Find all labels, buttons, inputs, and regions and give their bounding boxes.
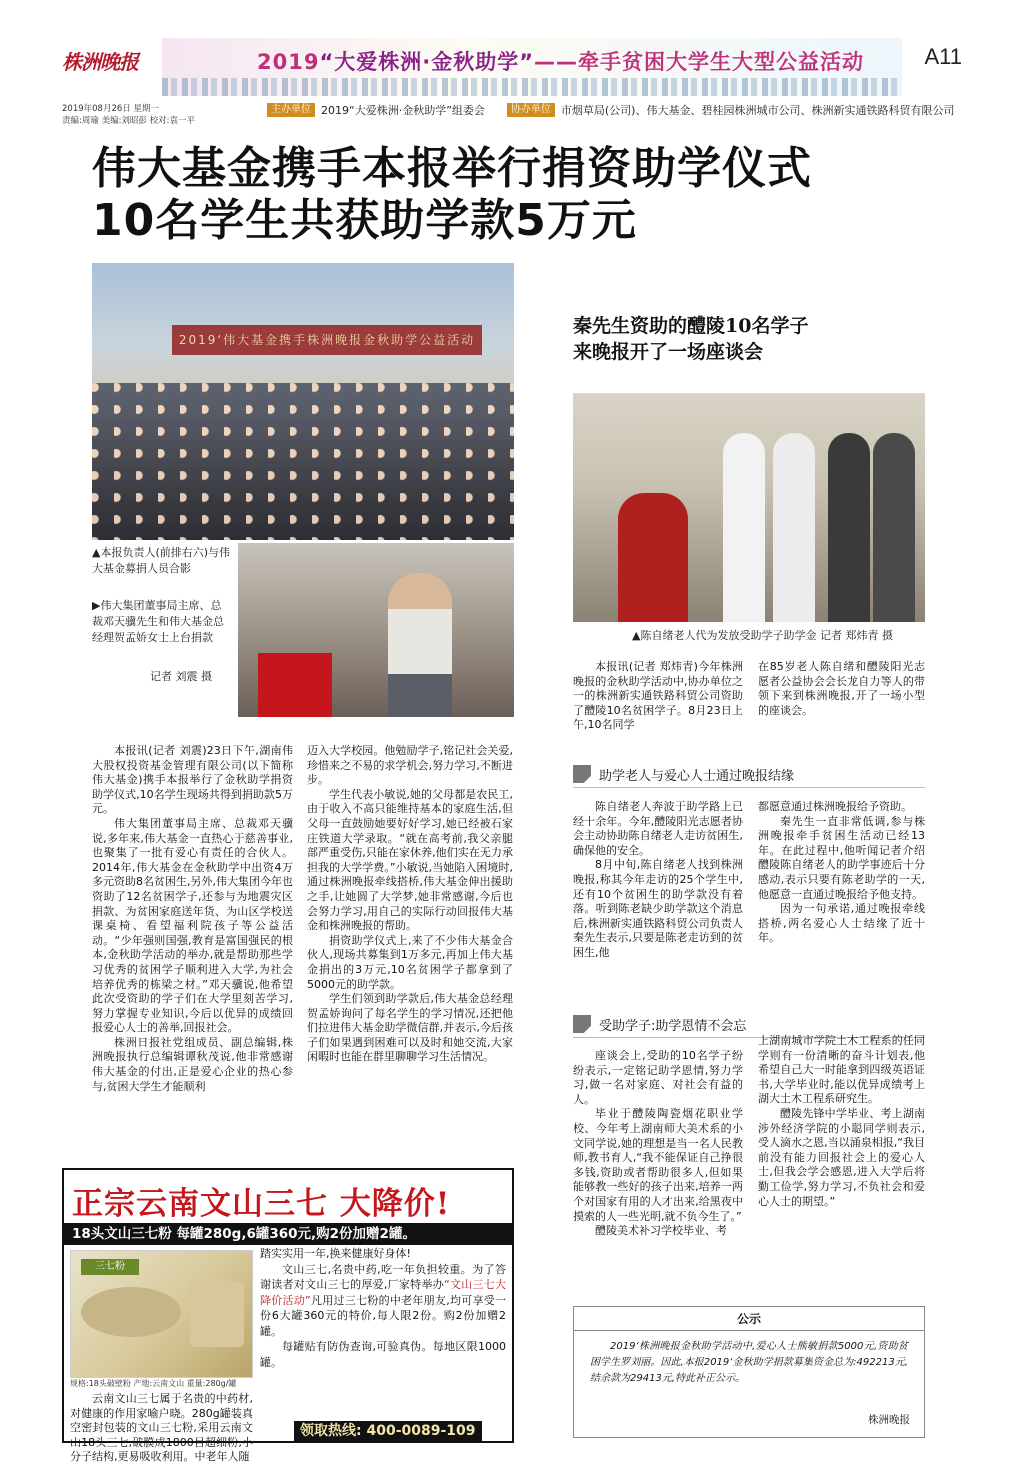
ad-body-right — [260, 1246, 506, 1370]
ad-hotline: 领取热线: 400-0089-109 — [294, 1421, 482, 1441]
ad-line: 踏实实用一年,换来健康好身体! — [260, 1247, 411, 1260]
article1-para: 学生代表小敏说,她的父母都是农民工,由于收入不高只能维持基本的家庭生活,但父母一直鼓励她要好好学习,她已经被石家庄铁道大学录取。“就在高考前,我父亲腿部严重受伤,只能在家休养,他们实在无力承担我的大学学费。”小敏说,当她陷入困境时,通过株洲晚报牵线搭桥,伟大基金伸出援助之手,让她圆了大学梦,她非常感谢,今后也会努力学习,用自己的实际行动回报伟大基金和株洲晚报的帮助。 — [307, 787, 513, 933]
campaign-title-b: ——牵手贫困大学生大型公益活动 — [534, 50, 865, 74]
article2-headline — [573, 313, 808, 365]
elder-in-vest — [618, 493, 688, 622]
article1-column-1 — [92, 744, 293, 1094]
section2-para: 座谈会上,受助的10名学子纷纷表示,一定铭记助学恩情,努力学习,做一名对家庭、对社会有益的人。 — [573, 1049, 743, 1106]
ad-title: 正宗云南文山三七 大降价! — [72, 1186, 451, 1222]
section-header-2 — [573, 1012, 925, 1036]
campaign-title — [257, 46, 864, 76]
section1-para: 陈自绪老人奔波于助学路上已经十余年。今年,醴陵阳光志愿者协会主动协助陈自绪老人走访贫困生,确保他的安全。 — [573, 800, 743, 857]
ad-paragraph — [260, 1262, 506, 1340]
section1-para: 秦先生一直非常低调,参与株洲晚报牵手贫困生活动已经13年。在此过程中,他听闻记者介绍醴陵陈自绪老人的助学事迹后十分感动,表示只要有陈老助学的一天,他愿意一直通过晚报给予他支持。 — [758, 814, 925, 901]
ad-paragraph: 每罐贴有防伪查询,可验真伪。每地区限1000罐。 — [260, 1340, 506, 1369]
student-figure — [828, 433, 870, 622]
forum-photo — [573, 393, 925, 622]
section1-column-1 — [573, 800, 743, 961]
notice-title: 公示 — [574, 1307, 924, 1331]
group-photo-caption: ▲本报负责人(前排右六)与伟大基金募捐人员合影 — [92, 546, 231, 575]
ad-highlight: “文山三七大降价活动” — [260, 1278, 507, 1307]
donation-photo — [238, 543, 514, 717]
headline-line-1: 伟大基金携手本报举行捐资助学仪式 — [92, 143, 812, 194]
article1-para: 学生们领到助学款后,伟大基金总经理贺孟娇询问了每名学生的学习情况,还把他们拉进伟大基金助学微信群,并表示,今后孩子们如果遇到困难可以及时和她交流,大家闲暇时也能在群里聊聊学习生活情况。 — [307, 992, 513, 1064]
section-header-1 — [573, 762, 925, 786]
section1-para: 8月中旬,陈自绪老人找到株洲晚报,称其今年走访的25个学生中,还有10个贫困生的助学款没有着落。听到陈老缺少助学款这个消息后,株洲新实通铁路科贸公司负责人秦先生表示,只要是陈老走访到的贫困生,他 — [573, 858, 743, 959]
article1-para: 迈入大学校园。他勉励学子,铭记社会关爱,珍惜来之不易的求学机会,努力学习,不断进步。 — [307, 744, 513, 787]
article1-para: 捐资助学仪式上,来了不少伟大基金合伙人,现场共募集到1万多元,再加上伟大基金捐出的3万元,10名贫困学子都拿到了5000元的助学款。 — [307, 933, 513, 991]
section1-para: 都愿意通过株洲晚报给予资助。 — [758, 800, 912, 813]
article1-para: 株洲日报社党组成员、副总编辑,株洲晚报执行总编辑谭秋茂说,他非常感谢伟大基金的付出,正是爱心企业的热心参与,贫困大学生才能顺利 — [92, 1035, 293, 1093]
donation-photo-caption: ▶伟大集团董事局主席、总裁邓天骥先生和伟大基金总经理贺孟娇女士上台捐款 — [92, 599, 224, 644]
article2-headline-line-2: 来晚报开了一场座谈会 — [573, 341, 764, 363]
crowd-graphic — [92, 383, 514, 540]
article2-intro-column-2 — [758, 660, 925, 718]
ad-body-left: 云南文山三七属于名贵的中药材,对健康的作用家喻户晓。280g罐装真空密封包装的文山三七粉,采用云南文山18头三七,破膜成1800目超细粉,小分子结构,更易吸收利用。中老年人随 — [70, 1392, 253, 1463]
ad-text: 凡用过三七粉的中老年朋友,均可享受一份6大罐360元的特价,每人限2份。购2份加赠2罐。 — [260, 1293, 507, 1338]
donor-figure — [388, 573, 452, 717]
host-name: 2019“大爱株洲·金秋助学”组委会 — [321, 104, 485, 117]
article2-intro-column-1 — [573, 660, 743, 733]
student-figure — [873, 433, 915, 622]
article1-column-2 — [307, 744, 513, 1065]
campaign-banner — [162, 38, 902, 96]
section-divider — [573, 787, 925, 788]
student-figure — [773, 433, 815, 622]
section-title: 受助学子:助学恩情不会忘 — [599, 1018, 747, 1034]
skyline-graphic — [162, 78, 902, 96]
section1-para: 因为一句承诺,通过晚报牵线搭桥,两名爱心人士结缘了近十年。 — [758, 902, 925, 945]
forum-photo-caption: ▲陈自绪老人代为发放受助学子助学金 记者 郑炜青 摄 — [632, 629, 893, 642]
main-headline — [92, 143, 812, 247]
group-photo — [92, 263, 514, 540]
public-notice — [573, 1306, 925, 1438]
student-figure — [723, 433, 765, 622]
campaign-title-a: “大爱株洲·金秋助学” — [319, 50, 535, 74]
issue-info — [62, 103, 252, 127]
advertisement — [62, 1168, 514, 1463]
article2-para: 在85岁老人陈自绪和醴陵阳光志愿者公益协会会长龙自力等人的带领下来到株洲晚报,开了一场小型的座谈会。 — [758, 660, 925, 717]
photo-credit: 记者 刘震 摄 — [150, 670, 212, 683]
notice-signature: 株洲晚报 — [868, 1414, 910, 1426]
section2-para: 上湖南城市学院土木工程系的任同学则有一份清晰的奋斗计划表,他希望自己大一时能拿到四级英语证书,大学毕业时,能以优异成绩考上湖大土木工程系研究生。 — [758, 1034, 925, 1106]
organizer-row — [267, 103, 976, 117]
section2-para: 毕业于醴陵陶瓷烟花职业学校、今年考上湖南师大美术系的小文同学说,她的理想是当一名人民教师,教书育人,“我不能保证自己挣很多钱,资助或者帮助很多人,但如果能够教一些好的孩子出来,培养一两个对国家有用的人才出来,给黑夜中摸索的人一些光明,就不负今生了。” — [573, 1107, 743, 1223]
section2-para: 醴陵先锋中学毕业、考上湖南涉外经济学院的小聪同学则表示,受人滴水之恩,当以涌泉相报,“我目前没有能力回报社会上的爱心人士,但我会学会感恩,进入大学后将勤工俭学,努力学习,不负社会和爱心人士的期望。” — [758, 1106, 925, 1208]
section2-para: 醴陵美术补习学校毕业、考 — [595, 1224, 727, 1238]
headline-line-2: 10名学生共获助学款5万元 — [92, 195, 637, 246]
masthead — [62, 38, 962, 98]
page-number: A11 — [924, 44, 962, 69]
product-badge: 三七粉 — [81, 1259, 139, 1275]
section-marker-icon — [573, 765, 591, 783]
ad-price-strip: 18头文山三七粉 每罐280g,6罐360元,购2份加赠2罐。 — [64, 1223, 512, 1245]
donation-box — [258, 653, 332, 717]
host-tag: 主办单位 — [267, 103, 315, 117]
issue-date: 2019年08月26日 星期一 — [62, 104, 159, 114]
powder-pile-graphic — [81, 1287, 181, 1337]
newspaper-logo: 株洲晚报 — [62, 50, 138, 74]
co-organizer-names: 市烟草局(公司)、伟大基金、碧桂园株洲城市公司、株洲新实通铁路科贸有限公司 — [560, 104, 955, 117]
section1-column-2 — [758, 800, 925, 946]
section-marker-icon — [573, 1015, 591, 1033]
article1-para: 伟大集团董事局主席、总裁邓天骥说,多年来,伟大基金一直热心于慈善事业,也聚集了一批有爱心有责任的合伙人。2014年,伟大基金在金秋助学中出资4万多元资助8名贫困生,另外,伟大集团今年也资助了12名贫困学子,还参与为地震灾区捐款、为贫困家庭送年货、为山区学校送课桌椅、看望福利院孩子等公益活动。“少年强则国强,教育是富国强民的根本,金秋助学活动的举办,就是帮助那些学习优秀的贫困学子顺利进入大学,为社会培养优秀的栋梁之材。”邓天骥说,他希望此次受资助的学子们在大学里刻苦学习,努力掌握专业知识,今后以优异的成绩回报爱心人士的善举,回报社会。 — [92, 816, 293, 1035]
product-jar-graphic — [190, 1281, 244, 1347]
article1-para: 本报讯(记者 刘震)23日下午,湖南伟大股权投资基金管理有限公司(以下简称伟大基金)携手本报举行了金秋助学捐资助学仪式,10名学生现场共得到捐助款5万元。 — [92, 744, 293, 816]
notice-body: 2019‘株洲晚报金秋助学活动中,爱心人士熊敏捐款5000元,资助贫困学生罗刘丽。因此,本报2019‘金秋助学捐款募集资金总为:492213元,结余款为29413元,特此补正公示。 — [590, 1341, 908, 1384]
section-title: 助学老人与爱心人士通过晚报结缘 — [599, 768, 795, 784]
article2-headline-line-1: 秦先生资助的醴陵10名学子 — [573, 315, 809, 337]
co-organizer-tag: 协办单位 — [507, 103, 555, 117]
section2-column-2 — [758, 1034, 925, 1209]
product-spec: 规格:18头破壁粉 产地:云南文山 重量:280g/罐 — [70, 1379, 237, 1388]
article2-para: 本报讯(记者 郑炜青)今年株洲晚报的金秋助学活动中,协办单位之一的株洲新实通铁路科贸公司资助了醴陵10名贫困学子。8月23日上午,10名同学 — [573, 660, 743, 732]
section2-column-1 — [573, 1049, 743, 1239]
issue-staff: 责编:周瑜 美编:刘昭彭 校对:袁一平 — [62, 116, 195, 126]
ad-text: 文山三七,名贵中药,吃一年负担较重。为了答谢读者对文山三七的厚爱,厂家特举办 — [260, 1262, 506, 1291]
campaign-year: 2019 — [257, 50, 320, 74]
event-banner: 2019‘伟大基金携手株洲晚报金秋助学公益活动 — [172, 325, 482, 355]
product-image — [70, 1250, 253, 1378]
